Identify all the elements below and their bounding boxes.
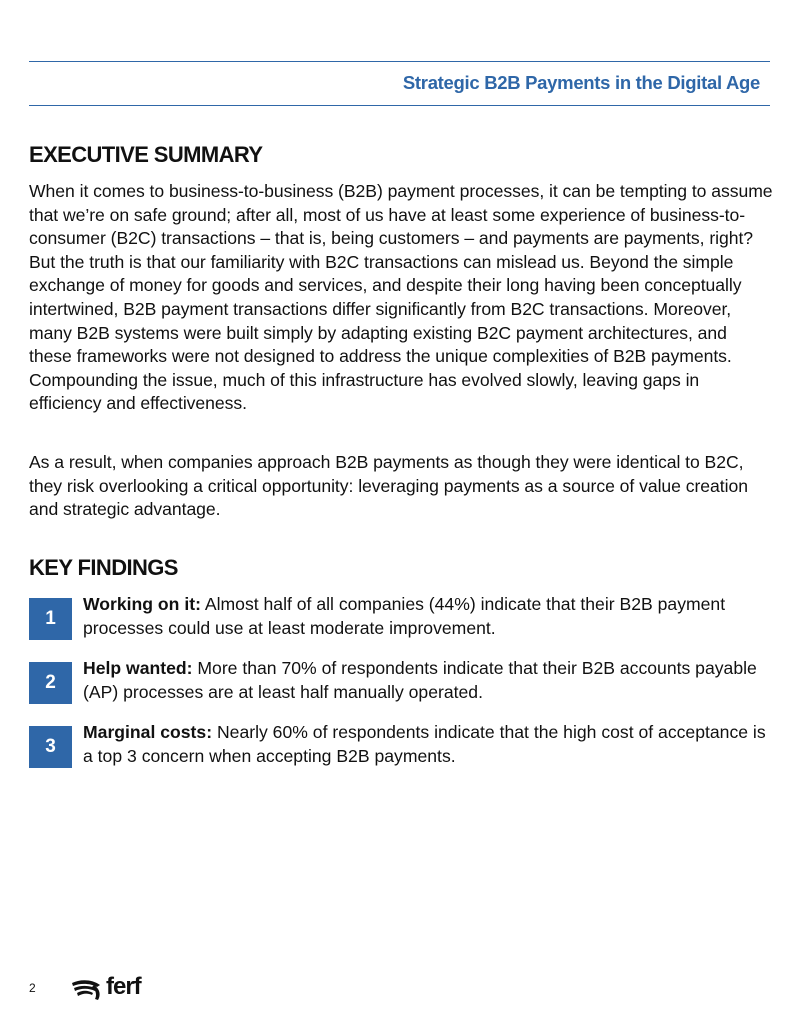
finding-description: Nearly 60% of respondents indicate that the high cost of acceptance is a top 3 concern when accepting B2B payments.	[83, 722, 766, 766]
finding-number-badge: 3	[29, 726, 72, 768]
finding-label: Working on it:	[83, 594, 201, 614]
finding-description: Almost half of all companies (44%) indicate that their B2B payment processes could use at least moderate improvement.	[83, 594, 726, 638]
document-title: Strategic B2B Payments in the Digital Age	[402, 72, 760, 93]
finding-number-badge: 2	[29, 662, 72, 704]
finding-text	[83, 593, 773, 640]
running-header	[29, 61, 770, 106]
ferf-logo	[70, 975, 160, 1003]
page-number: 2	[29, 981, 36, 995]
key-finding-item	[29, 594, 774, 640]
executive-summary-paragraph: As a result, when companies approach B2B payments as though they were identical to B2C, they risk overlooking a critical opportunity: leveraging payments as a source of value creation and strategic advantage.	[29, 452, 748, 520]
finding-number-badge: 1	[29, 598, 72, 640]
finding-label: Help wanted:	[83, 658, 193, 678]
key-findings-heading: KEY FINDINGS	[29, 555, 178, 580]
executive-summary-heading: EXECUTIVE SUMMARY	[29, 142, 263, 167]
executive-summary-paragraph: When it comes to business-to-business (B2B) payment processes, it can be tempting to assume that we’re on safe ground; after all, most of us have at least some experience of business-to-consumer (B2C) transactions – that is, being customers – and payments are payments, right? But the truth is that our familiarity with B2C transactions can mislead us. Beyond the simple exchange of money for goods and services, and despite their long having been conceptually intertwined, B2B payment transactions differ significantly from B2C transactions. Moreover, many B2B systems were built simply by adapting existing B2C payment architectures, and these frameworks were not designed to address the unique complexities of B2B payments. Compounding the issue, much of this infrastructure has evolved slowly, leaving gaps in efficiency and effectiveness.	[29, 181, 773, 414]
finding-text	[83, 721, 773, 768]
finding-text	[83, 657, 773, 704]
ferf-logo-text: ferf	[106, 973, 141, 1000]
key-finding-item	[29, 658, 774, 704]
ferf-wing-logo-icon	[70, 977, 104, 1001]
finding-label: Marginal costs:	[83, 722, 213, 742]
finding-description: More than 70% of respondents indicate that their B2B accounts payable (AP) processes are at least half manually operated.	[83, 658, 757, 702]
key-finding-item	[29, 722, 774, 768]
